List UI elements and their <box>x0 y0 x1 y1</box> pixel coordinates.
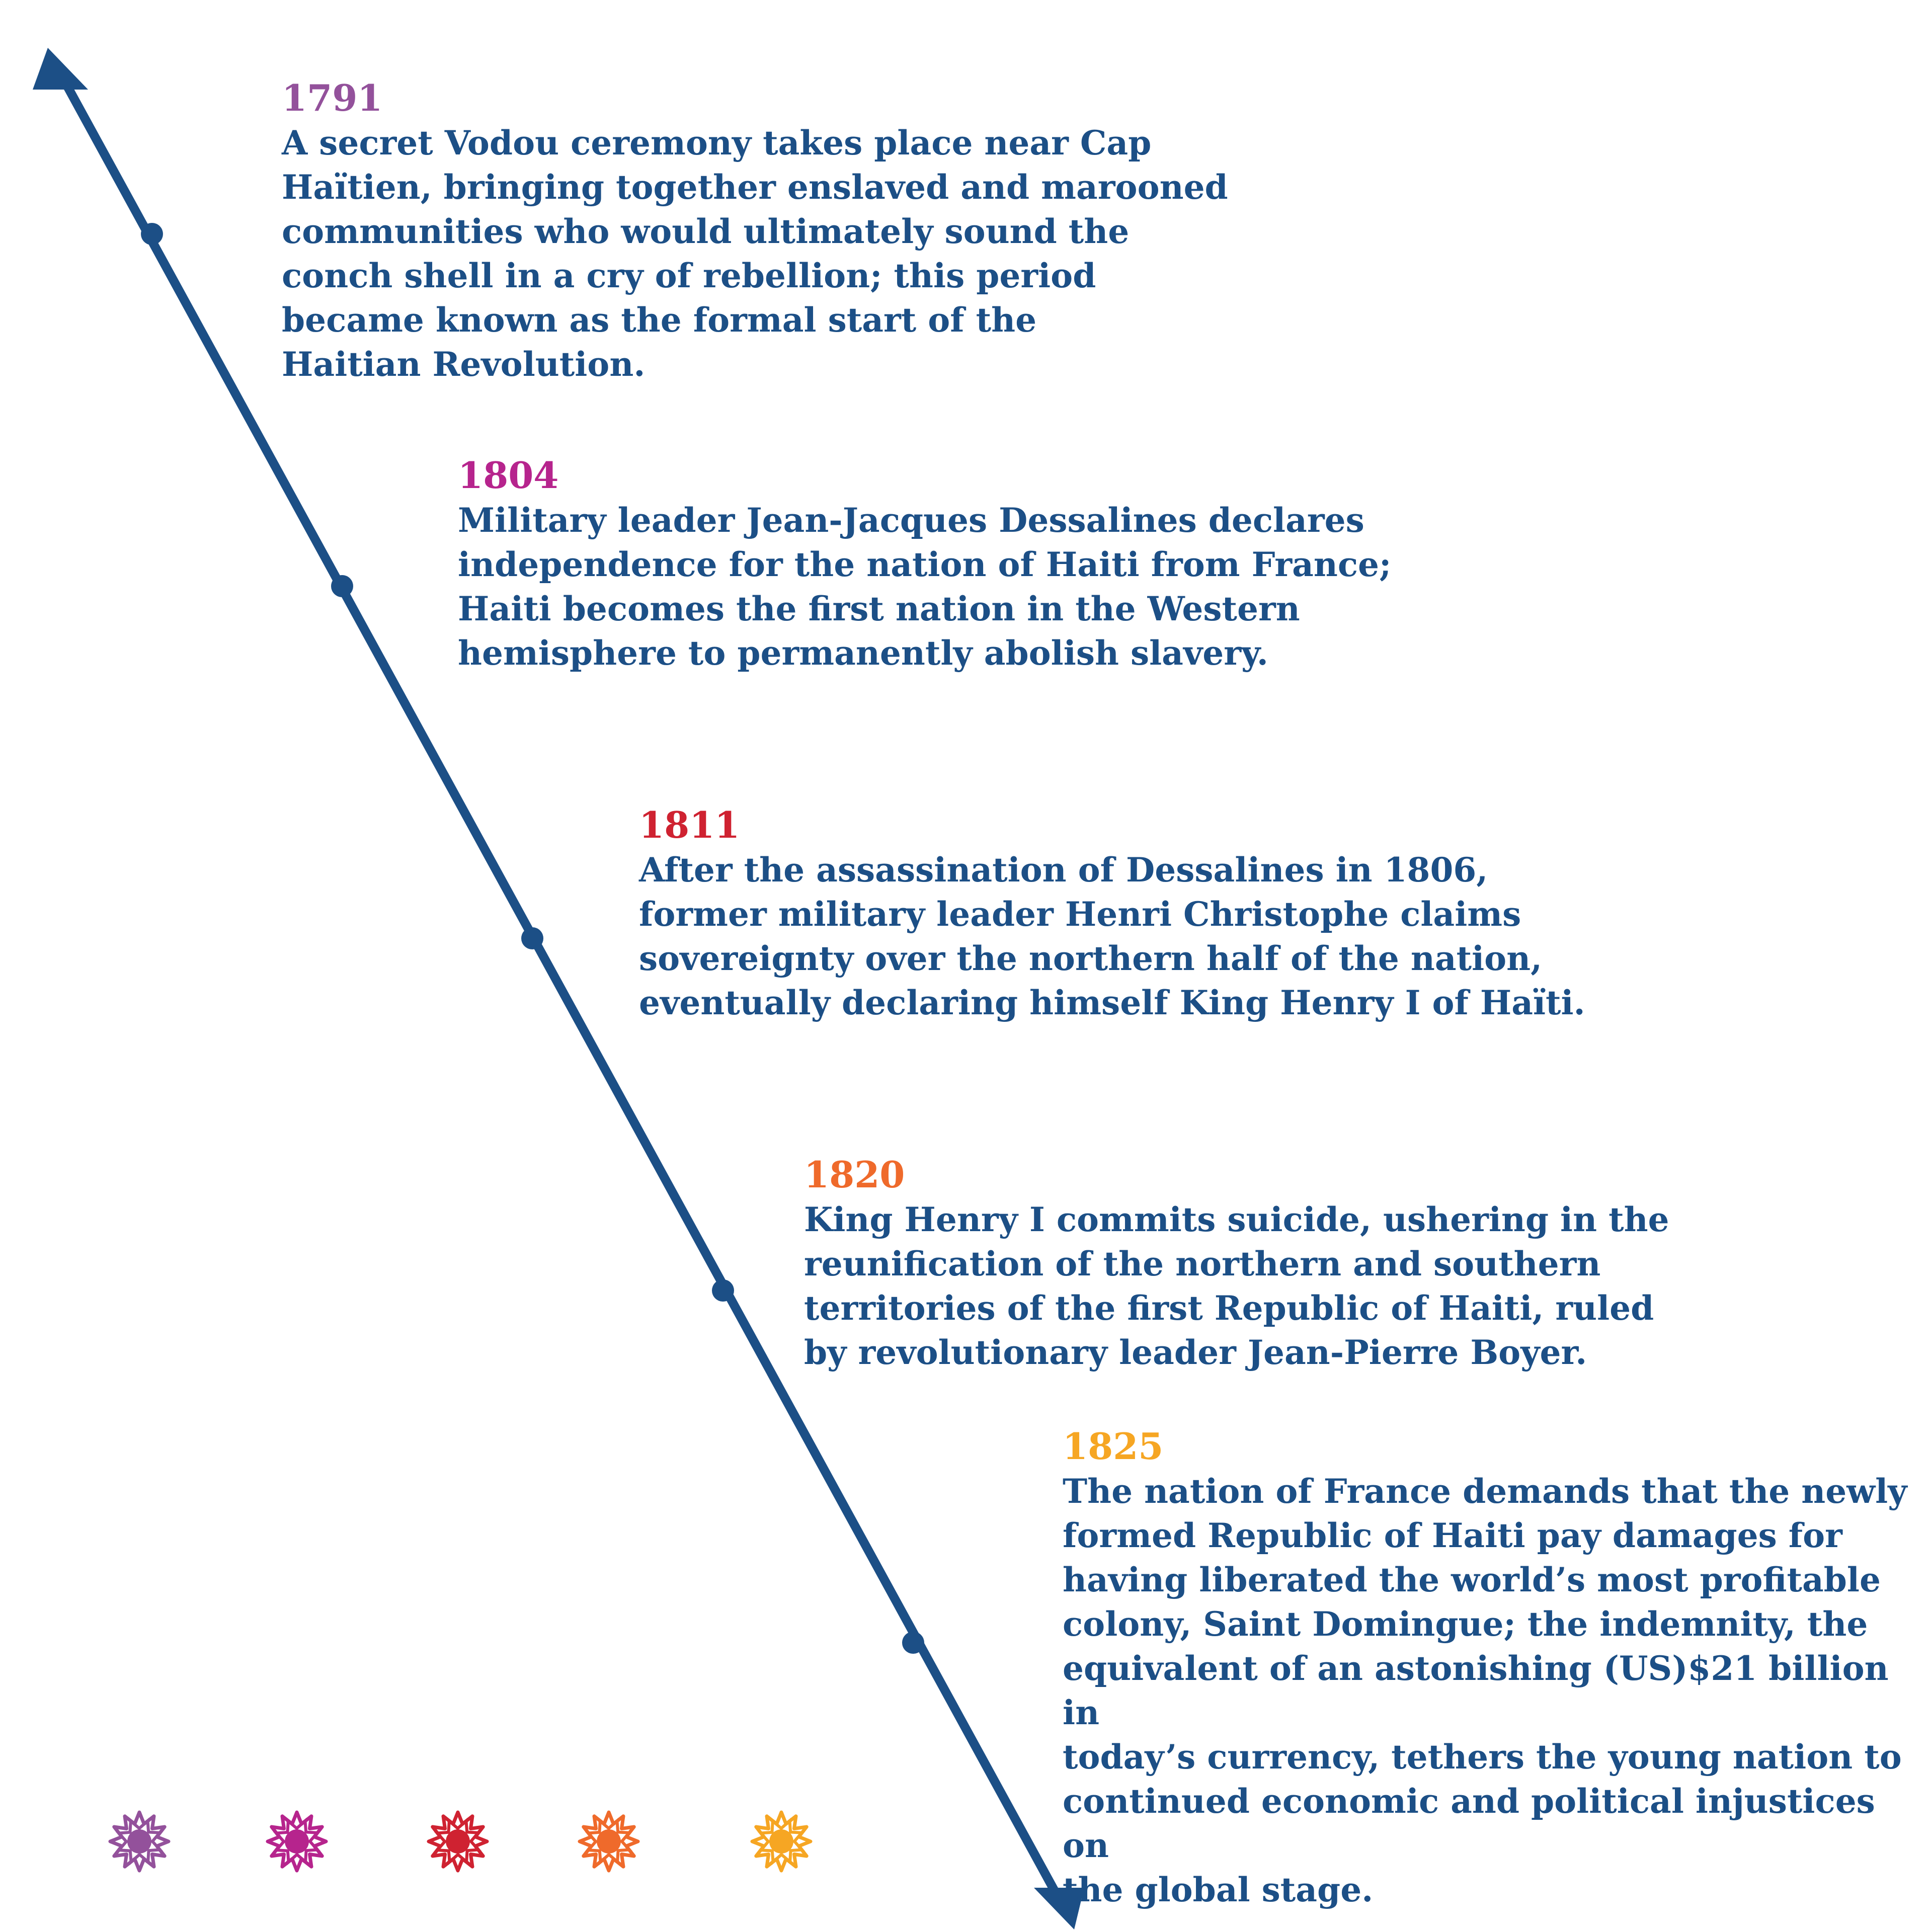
event-year: 1825 <box>1063 1425 1164 1468</box>
event-description: King Henry I commits suicide, ushering in the reunification of the northern and southern territories of the first Republic of Haiti, ruled by revolutionary leader Jean-Pierre Boyer. <box>804 1200 1669 1372</box>
orange-flower-emblem-icon <box>580 1812 638 1871</box>
event-description: After the assassination of Dessalines in 1806, former military leader Henri Christophe claims sovereignty over the northern half of the nation, eventually declaring himself King Henry I of Haïti. <box>639 850 1585 1022</box>
magenta-flower-emblem-icon <box>268 1812 326 1871</box>
event-description: Military leader Jean-Jacques Dessalines declares independence for the nation of Haiti from France; Haiti becomes the first nation in the Western hemisphere to permanently abolish slavery. <box>458 501 1392 673</box>
event-year: 1811 <box>639 803 740 846</box>
event-description: A secret Vodou ceremony takes place near Cap Haïtien, bringing together enslaved and marooned communities who would ultimately sound the conch shell in a cry of rebellion; this period became known as the formal start of the Haitian Revolution. <box>282 123 1228 384</box>
event-year: 1820 <box>804 1153 905 1196</box>
yellow-flower-emblem-icon <box>752 1812 811 1871</box>
red-flower-emblem-icon <box>429 1812 487 1871</box>
purple-flower-emblem-icon <box>110 1812 169 1871</box>
event-description: The nation of France demands that the newly formed Republic of Haiti pay damages for having liberated the world’s most profitable colony, Saint Domingue; the indemnity, the equivalent of an astonishing (US)$21 billion in today’s currency, tethers the young nation to continued economic and political injustices on the global stage. <box>1063 1472 1907 1909</box>
event-year: 1804 <box>458 454 559 497</box>
event-year: 1791 <box>282 76 383 119</box>
